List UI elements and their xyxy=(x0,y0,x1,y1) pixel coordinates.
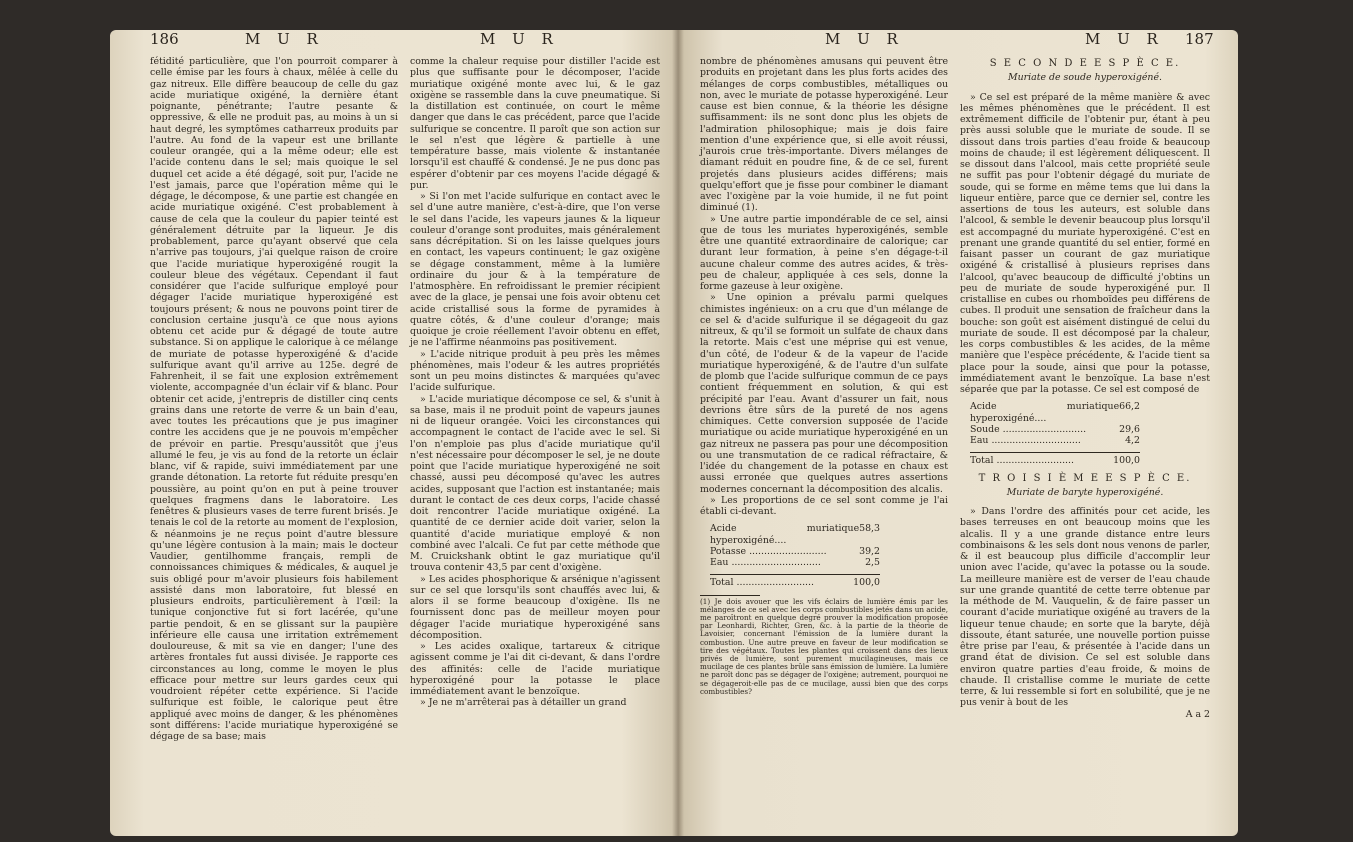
paragraph: » Dans l'ordre des affinités pour cet acide, les bases terreuses en ont beaucoup moins que les alcalis. Il y a une grande distance entre leurs combinaisons & les sels dont nous venons de parler, & il est beaucoup plus difficile d'accomplir leur union avec l'acide, qu'avec la potasse ou la soude. La meilleure manière est de verser de l'eau chaude sur une grande quantité de cette terre obtenue par la méthode de M. Vauquelin, & de faire passer un courant d'acide muriatique oxigéné au travers de la liqueur tenue chaude; en sorte que la baryte, déjà dissoute, étant saturée, une nouvelle portion puisse être prise par l'eau, & présentée à l'acide dans un grand état de division. Ce sel est soluble dans environ quatre parties d'eau froide, & moins de chaude. Il cristallise comme le muriate de cette terre, & lui ressemble si fort en solubilité, que je ne pus venir à bout de les xyxy=(960,506,1210,709)
right-running-head-1: M U R xyxy=(825,30,904,48)
paragraph: » Les proportions de ce sel sont comme je l'ai établi ci-devant. xyxy=(700,494,948,517)
footnote-rule xyxy=(700,595,760,596)
paragraph: nombre de phénomènes amusans qui peuvent être produits en projetant dans les plus forts acides des mélanges de corps combustibles, métalliques ou non, avec le muriate de potasse hyperoxigéné. Leur cause est bien connue, & la théorie les désigne suffisamment: ils ne sont donc plus les objets de l'admiration philosophique; mais je dois faire mention d'une expérience que, si elle avoit réussi, j'aurois crue très-importante. Divers mélanges de diamant réduit en poudre fine, & de ce sel, furent projetés dans plusieurs acides différens; mais quelqu'effort que je fisse pour combiner le diamant avec l'oxigène par la voie humide, il ne fut point diminué (1). xyxy=(700,56,948,214)
table-row: Total .......................... 100,0 xyxy=(970,455,1140,467)
footnote: (1) Je dois avouer que les vifs éclairs de lumière émis par les mélanges de ce sel avec les corps combustibles jetés dans un acide, me paroîtront en quelque degré prouver la modification proposée par Leonhardi, Richter, Gren, &c. à la partie de la théorie de Lavoisier, concernant l'émission de la lumière durant la combustion. Une autre preuve en faveur de leur modification se tire des végétaux. Toutes les plantes qui croissent dans des lieux privés de lumière, sont purement mucilagineuses, mais ce mucilage de ces plantes brûle sans émission de lumière. La lumière ne paroît donc pas se dégager de l'oxigène; autrement, pourquoi ne se dégageroit-elle pas de ce mucilage, aussi bien que des corps combustibles? xyxy=(700,596,948,696)
right-column-2 xyxy=(960,56,1210,720)
catchword: A a 2 xyxy=(1185,708,1210,720)
table-row: Acide muriatique hyperoxigéné.... 66,2 xyxy=(970,401,1140,424)
left-running-head-2: M U R xyxy=(480,30,559,48)
table-row: Eau .............................. 2,5 xyxy=(710,557,880,568)
paragraph: » L'acide nitrique produit à peu près les mêmes phénomènes, mais l'odeur & les autres propriétés sont un peu moins distinctes & marquées qu'avec l'acide sulfurique. xyxy=(410,348,660,394)
right-folio: 187 xyxy=(1185,30,1214,48)
section-heading: T R O I S I È M E E S P È C E. xyxy=(978,472,1192,484)
table-row: Eau .............................. 4,2 xyxy=(970,435,1140,446)
paragraph: » Les acides phosphorique & arsénique n'agissent sur ce sel que lorsqu'ils sont chauffés avec lui, & alors il se forme beaucoup d'oxigène. Ils ne fournissent donc pas de meilleur moyen pour dégager l'acide muriatique hyperoxigéné sans décomposition. xyxy=(410,573,660,641)
table-row: Soude ............................ 29,6 xyxy=(970,423,1140,435)
section-subtitle: Muriate de soude hyperoxigéné. xyxy=(1008,72,1162,84)
divider xyxy=(710,574,880,575)
paragraph: » Ce sel est préparé de la même manière & avec les mêmes phénomènes que le précédent. Il est extrêmement difficile de l'obtenir pur, étant à peu près aussi soluble que le muriate de soude. Il se dissout dans trois parties d'eau froide & beaucoup moins de chaude; il est légèrement déliquescent. Il se dissout dans l'alcool, mais cette propriété seule ne suffit pas pour l'obtenir dégagé du muriate de soude, qui se forme en même tems que lui dans la liqueur entière, parce que ce dernier sel, contre les assertions de tous les auteurs, est soluble dans l'alcool, & semble le devenir beaucoup plus lorsqu'il est accompagné du muriate hyperoxigéné. C'est en prenant une grande quantité du sel entier, formé en faisant passer un courant de gaz muriatique oxigéné & cristallisé à plusieurs reprises dans l'alcool, qu'avec beaucoup de difficulté j'obtins un peu de muriate de soude hyperoxigéné pur. Il cristallise en cubes ou rhomboïdes peu différens de cubes. Il produit une sensation de fraîcheur dans la bouche: son goût est aisément distingué de celui du muriate de soude. Il est décomposé par la chaleur, les corps combustibles & les acides, de la même manière que l'espèce précédente, & l'acide tient sa place pour la soude, ainsi que pour la potasse, immédiatement avant le benzoïque. La base n'est séparée que par la potasse. Ce sel est composé de xyxy=(960,91,1210,395)
right-column-1 xyxy=(700,56,948,696)
paragraph: » Une autre partie impondérable de ce sel, ainsi que de tous les muriates hyperoxigénés, semble être une quantité extraordinaire de calorique; car durant leur formation, à peine s'en dégage-t-il aucune chaleur comme des autres acides, & très-peu de chaleur, appliquée à ces sels, donne la forme gazeuse à leur oxigène. xyxy=(700,213,948,292)
table-row: Total .......................... 100,0 xyxy=(710,577,880,589)
book-gutter xyxy=(672,30,684,836)
paragraph: comme la chaleur requise pour distiller l'acide est plus que suffisante pour le décomposer, l'acide muriatique oxigéné monte avec lui, & le gaz oxigène se rassemble dans la cuve pneumatique. Si la distillation est continuée, on court le même danger que dans le cas précédent, parce que l'acide sulfurique se concentre. Il paroît que son action sur le sel n'est que légère & partielle à une température basse, mais violente & instantanée lorsqu'il est chauffé & condensé. Je ne pus donc pas espérer d'obtenir par ces moyens l'acide dégagé & pur. xyxy=(410,56,660,191)
right-running-head-2: M U R xyxy=(1085,30,1164,48)
table-row: Acide muriatique hyperoxigéné.... 58,3 xyxy=(710,523,880,546)
left-column-2 xyxy=(410,56,660,709)
composition-total xyxy=(710,577,880,588)
composition-total xyxy=(970,455,1140,466)
table-row: Potasse .......................... 39,2 xyxy=(710,545,880,557)
composition-table-potasse xyxy=(710,523,880,568)
section-heading: S E C O N D E E S P È C E. xyxy=(989,58,1181,69)
paragraph: » Une opinion a prévalu parmi quelques chimistes ingénieux: on a cru que d'un mélange de ce sel & d'acide sulfurique il se dégageoit du gaz nitreux, & qu'il se formoit un sulfate de chaux dans la retorte. Mais c'est une méprise qui est venue, d'un côté, de l'odeur & de la vapeur de l'acide muriatique hyperoxigéné, & de l'autre d'un sulfate de plomb que l'acide sulfurique commun de ce pays contient fréquemment en solution, & qui est précipité par l'eau. Avant d'assurer un fait, nous devrions être sûrs de la pureté de nos agens chimiques. Cette conversion supposée de l'acide muriatique ou acide muriatique hyperoxigéné en un gaz nitreux ne passera pas pour une décomposition ou une transmutation de ce radical réfractaire, & l'idée du changement de la potasse en chaux est aussi erronée que quelques autres assertions modernes concernant la décomposition des alcalis. xyxy=(700,292,948,495)
composition-table-soude xyxy=(970,401,1140,446)
paragraph: » Les acides oxalique, tartareux & citrique agissent comme je l'ai dit ci-devant, & dans l'ordre des affinités: celle de l'acide muriatique hyperoxigéné pour la potasse le place immédiatement avant le benzoïque. xyxy=(410,641,660,697)
divider xyxy=(970,452,1140,453)
paragraph: » Si l'on met l'acide sulfurique en contact avec le sel d'une autre manière, c'est-à-dire, que l'on verse le sel dans l'acide, les vapeurs jaunes & la liqueur couleur d'orange sont produites, mais généralement sans décrépitation. Si on les laisse quelques jours en contact, les vapeurs continuent; le gaz oxigène se dégage constamment, même à la lumière ordinaire du jour & à la température de l'atmosphère. En refroidissant le premier récipient avec de la glace, je pensai une fois avoir obtenu cet acide cristallisé sous la forme de pyramides à quatre côtés, & d'une couleur d'orange; mais quoique je croie réellement l'avoir obtenu en effet, je ne l'affirme néanmoins pas positivement. xyxy=(410,191,660,349)
paragraph: fétidité particulière, que l'on pourroit comparer à celle émise par les fours à chaux, mêlée à celle du gaz nitreux. Elle diffère beaucoup de celle du gaz acide muriatique oxigéné, la dernière étant poignante, pénétrante; l'autre pesante & oppressive, & elle ne produit pas, au moins à un si haut degré, les symptômes catharreux produits par l'autre. Au fond de la vapeur est une brillante couleur orangée, qui a la même odeur; elle est l'acide contenu dans le sel; mais quoique le sel duquel cet acide a été dégagé, soit pur, l'acide ne l'est jamais, parce que l'opération même qui le dégage, le décompose, & une partie est changée en acide muriatique oxigéné. C'est probablement à cause de cela que la couleur du papier teinté est généralement détruite par la liqueur. Je dis probablement, parce qu'ayant observé que cela n'arrive pas toujours, j'ai quelque raison de croire que l'acide muriatique hyperoxigéné rougit la couleur bleue des végétaux. Cependant il faut considérer que l'acide sulfurique employé pour dégager l'acide muriatique hyperoxigéné est toujours présent; & nous ne pouvons point tirer de conclusion certaine jusqu'à ce que nous ayions obtenu cet acide pur & dégagé de toute autre substance. Si on applique le calorique à ce mélange de muriate de potasse hyperoxigéné & d'acide sulfurique avant qu'il arrive au 125e. degré de Fahrenheit, il se fait une explosion extrêmement violente, accompagnée d'un éclair vif & blanc. Pour obtenir cet acide, j'entrepris de distiller cinq cents grains dans une retorte de verre & un bain d'eau, avec toutes les précautions que je pus imaginer contre les accidens que je ne pouvois m'empêcher de prévoir en partie. Presqu'aussitôt que j'eus allumé le feu, je vis au fond de la retorte un éclair blanc, vif & rapide, suivi immédiatement par une grande détonation. La retorte fut réduite presqu'en poussière, au point qu'on en put à peine trouver quelques fragmens dans le laboratoire. Les fenêtres & plusieurs vases de terre furent brisés. Je tenais le col de la retorte au moment de l'explosion, & néanmoins je ne reçus point d'autre blessure qu'une légère contusion à la main; mais le docteur Vaudier, gentilhomme français, rempli de connoissances chimiques & médicales, & auquel je suis obligé pour m'avoir plusieurs fois habilement assisté dans mon laboratoire, fut blessé en plusieurs endroits, particulièrement à l'œil: la tunique conjonctive fut si fort lacérée, qu'une partie pendoit, & en se glissant sur la paupière inférieure elle causa une irritation extrêmement douloureuse, & mit sa vie en danger; l'une des artères frontales fut aussi divisée. Je rapporte ces circonstances au long, comme le moyen le plus efficace pour mettre sur leurs gardes ceux qui voudroient répéter cette expérience. Si l'acide sulfurique est foible, le calorique peut être appliqué avec moins de danger, & les phénomènes sont différens: l'acide muriatique hyperoxigéné se dégage de sa base; mais xyxy=(150,56,398,742)
left-column-1 xyxy=(150,56,398,742)
paragraph: » L'acide muriatique décompose ce sel, & s'unit à sa base, mais il ne produit point de vapeurs jaunes ni de liqueur orangée. Voici les circonstances qui accompagnent le contact de l'acide avec le sel. Si l'on n'emploie pas plus d'acide muriatique qu'il n'est nécessaire pour décomposer le sel, je ne doute point que l'acide muriatique hyperoxigéné ne soit chassé, aussi peu décomposé qu'avec les autres acides, supposant que l'action est instantanée; mais durant le contact de ces deux corps, l'acide chassé doit rencontrer l'acide muriatique oxigéné. La quantité de ce dernier acide doit varier, selon la quantité d'acide muriatique employé & non combiné avec l'alcali. Ce fut par cette méthode que M. Cruickshank obtint le gaz muriatique qu'il trouva contenir 43,5 par cent d'oxigène. xyxy=(410,393,660,574)
paragraph: » Je ne m'arrêterai pas à détailler un grand xyxy=(420,697,627,709)
left-running-head-1: M U R xyxy=(245,30,324,48)
left-folio: 186 xyxy=(150,30,179,48)
section-subtitle: Muriate de baryte hyperoxigéné. xyxy=(1006,486,1164,498)
